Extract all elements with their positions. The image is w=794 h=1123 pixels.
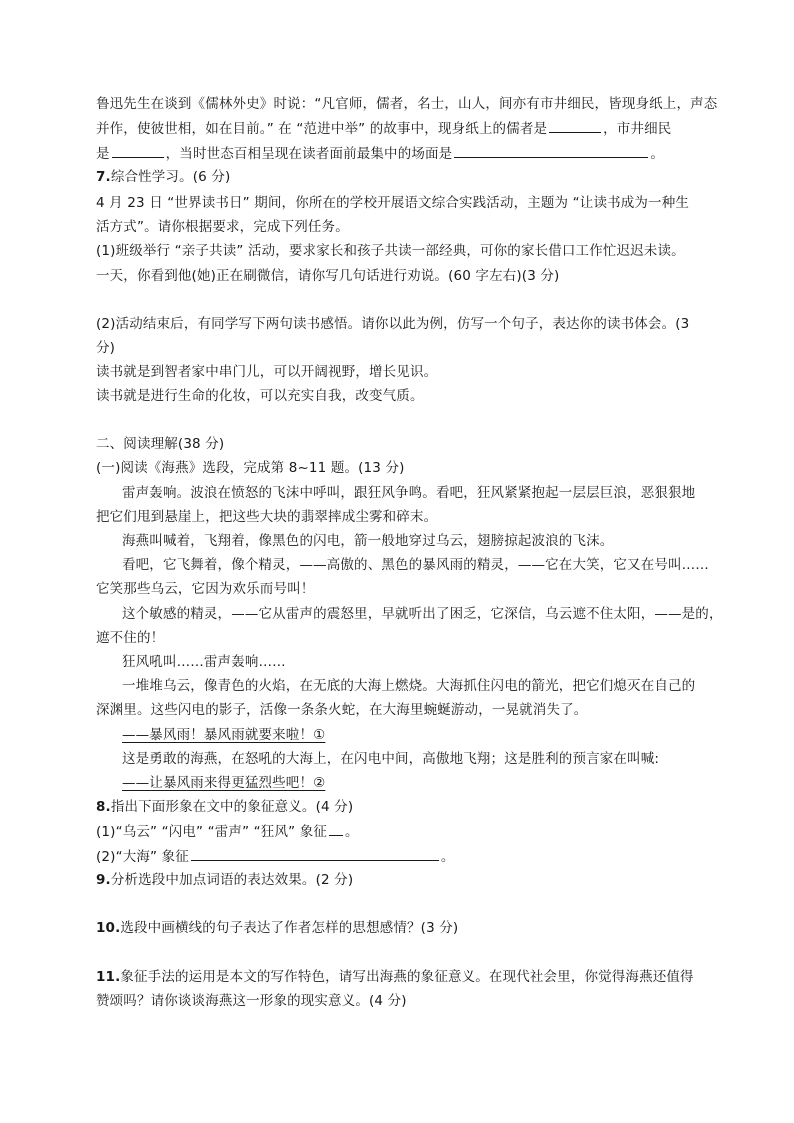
question-8-part-1: (1)“乌云” “闪电” “雷声” “狂风” 象征 。 bbox=[96, 821, 698, 842]
text-line: 分) bbox=[96, 340, 116, 356]
section-heading: 二、阅读理解(38 分) bbox=[96, 436, 225, 452]
passage-line: 遮不住的！ bbox=[96, 630, 165, 646]
question-11: 11.象征手法的运用是本文的写作特色，请写出海燕的象征意义。在现代社会里，你觉得海燕还值得 bbox=[96, 969, 694, 985]
text-line: 4 月 23 日 “世界读书日” 期间，你所在的学校开展语文综合实践活动，主题为 “让读书成为一种生 bbox=[96, 195, 689, 211]
passage-line: 雷声轰响。波浪在愤怒的飞沫中呼叫，跟狂风争鸣。看吧，狂风紧紧抱起一层层巨浪，恶狠狠地 bbox=[122, 485, 696, 501]
passage-line: 狂风吼叫……雷声轰响…… bbox=[122, 654, 286, 670]
answer-blank[interactable] bbox=[549, 118, 601, 133]
text-line: 读书就是到智者家中串门儿，可以开阔视野，增长见识。 bbox=[96, 364, 438, 380]
passage-line: 一堆堆乌云，像青色的火焰，在无底的大海上燃烧。大海抓住闪电的箭光，把它们熄灭在自己的 bbox=[122, 678, 696, 694]
text-line: 是 ，当时世态百相呈现在读者面前最集中的场面是 。 bbox=[96, 143, 698, 164]
text-line: (1)班级举行 “亲子共读” 活动，要求家长和孩子共读一部经典，可你的家长借口工作忙迟迟未读。 bbox=[96, 243, 685, 259]
question-7-heading: 7.综合性学习。(6 分) bbox=[96, 169, 231, 185]
text-line: 一天，你看到他(她)正在刷微信，请你写几句话进行劝说。(60 字左右)(3 分) bbox=[96, 268, 560, 284]
underlined-sentence-2: ——让暴风雨来得更猛烈些吧！② bbox=[122, 775, 326, 791]
question-8-part-2: (2)“大海” 象征 。 bbox=[96, 846, 698, 867]
passage-line: 看吧，它飞舞着，像个精灵，——高傲的、黑色的暴风雨的精灵，——它在大笑，它又在号叫…… bbox=[122, 557, 709, 573]
subsection-heading: (一)阅读《海燕》选段，完成第 8~11 题。(13 分) bbox=[96, 460, 405, 476]
passage-line: 这是勇敢的海燕，在怒吼的大海上，在闪电中间，高傲地飞翔；这是胜利的预言家在叫喊: bbox=[122, 751, 660, 767]
text-line: 并作，使彼世相，如在目前。” 在 “范进中举” 的故事中，现身纸上的儒者是 ，市井细民 bbox=[96, 118, 698, 139]
text-line: 读书就是进行生命的化妆，可以充实自我，改变气质。 bbox=[96, 388, 424, 404]
passage-line: 把它们甩到悬崖上，把这些大块的翡翠摔成尘雾和碎末。 bbox=[96, 509, 438, 525]
passage-line: 深渊里。这些闪电的影子，活像一条条火蛇，在大海里蜿蜒游动，一晃就消失了。 bbox=[96, 702, 588, 718]
answer-blank[interactable] bbox=[329, 821, 343, 836]
text-line: 活方式”。请你根据要求，完成下列任务。 bbox=[96, 219, 349, 235]
underlined-sentence-1: ——暴风雨！暴风雨就要来啦！① bbox=[122, 727, 326, 743]
question-9: 9.分析选段中加点词语的表达效果。(2 分) bbox=[96, 872, 354, 888]
question-8-heading: 8.指出下面形象在文中的象征意义。(4 分) bbox=[96, 799, 354, 815]
answer-blank[interactable] bbox=[112, 143, 164, 158]
question-10: 10.选段中画横线的句子表达了作者怎样的思想感情？(3 分) bbox=[96, 920, 459, 936]
answer-blank[interactable] bbox=[191, 846, 439, 861]
question-11-cont: 赞颂吗？请你谈谈海燕这一形象的现实意义。(4 分) bbox=[96, 993, 407, 1009]
passage-line: 海燕叫喊着，飞翔着，像黑色的闪电，箭一般地穿过乌云，翅膀掠起波浪的飞沫。 bbox=[122, 533, 614, 549]
text-line: (2)活动结束后，有同学写下两句读书感悟。请你以此为例，仿写一个句子，表达你的读书体会。(3 bbox=[96, 316, 690, 332]
passage-line: 这个敏感的精灵，——它从雷声的震怒里，早就听出了困乏，它深信，乌云遮不住太阳，——是的， bbox=[122, 606, 723, 622]
answer-blank[interactable] bbox=[454, 143, 648, 158]
text-line: 鲁迅先生在谈到《儒林外史》时说：“凡官师，儒者，名士，山人，间亦有市井细民，皆现身纸上，声态 bbox=[96, 96, 718, 112]
passage-line: 它笑那些乌云，它因为欢乐而号叫！ bbox=[96, 581, 315, 597]
